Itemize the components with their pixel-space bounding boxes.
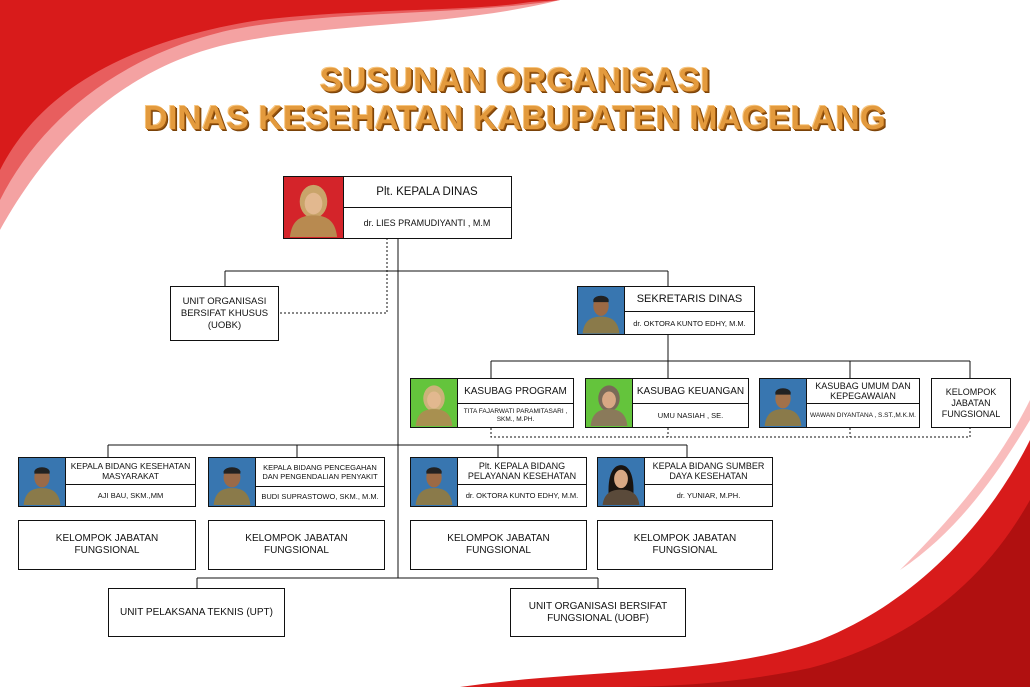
sekretaris-name: dr. OKTORA KUNTO EDHY, M.M. [633, 318, 746, 328]
male-photo-icon [411, 458, 457, 506]
male-photo-icon [209, 458, 255, 506]
subbag-umum-name: WAWAN DIYANTANA , S.ST.,M.K.M. [810, 412, 916, 419]
bidang-yankes-box [410, 457, 587, 507]
female-hijab-photo-icon [586, 379, 632, 427]
kelompok-sekretariat-box: KELOMPOK JABATAN FUNGSIONAL [931, 378, 1011, 428]
female-hijab-photo-icon [411, 379, 457, 427]
bidang-p2p-box [208, 457, 385, 507]
bidang-kesmas-title: KEPALA BIDANG KESEHATAN MASYARAKAT [70, 461, 191, 481]
subbag-keuangan-box [585, 378, 749, 428]
subbag-program-title: KASUBAG PROGRAM [464, 385, 567, 397]
male-photo-icon [760, 379, 806, 427]
subbag-keuangan-name: UMU NASIAH , SE. [657, 411, 724, 420]
bidang-yankes-title: Plt. KEPALA BIDANG PELAYANAN KESEHATAN [467, 461, 577, 481]
bidang-sdk-box [597, 457, 773, 507]
bidang-p2p-name: BUDI SUPRASTOWO, SKM., M.M. [261, 492, 379, 501]
subbag-program-box [410, 378, 574, 428]
male-photo-icon [19, 458, 65, 506]
bidang-yankes-name: dr. OKTORA KUNTO EDHY, M.M. [465, 491, 579, 500]
page-title-line-1: SUSUNAN ORGANISASI [319, 61, 711, 98]
kepala-dinas-box [283, 176, 512, 239]
kepala-dinas-name: dr. LIES PRAMUDIYANTI , M.M [363, 218, 491, 228]
uobf-box: UNIT ORGANISASI BERSIFAT FUNGSIONAL (UOBF) [510, 588, 686, 637]
bidang-sdk-name: dr. YUNIAR, M.PH. [676, 491, 741, 500]
male-photo-icon [578, 287, 624, 334]
bidang-kesmas-name: AJI BAU, SKM.,MM [97, 491, 164, 500]
kelompok-yankes-box: KELOMPOK JABATAN FUNGSIONAL [410, 520, 587, 570]
bidang-p2p-title: KEPALA BIDANG PENCEGAHAN DAN PENGENDALIAN PENYAKIT [262, 463, 378, 481]
page-title-line-2: DINAS KESEHATAN KABUPATEN MAGELANG [143, 99, 887, 136]
bidang-sdk-title: KEPALA BIDANG SUMBER DAYA KESEHATAN [652, 461, 765, 481]
upt-box: UNIT PELAKSANA TEKNIS (UPT) [108, 588, 285, 637]
female-hijab-photo-icon [284, 177, 343, 238]
sekretaris-dinas-box [577, 286, 755, 335]
subbag-keuangan-title: KASUBAG KEUANGAN [636, 385, 745, 397]
sekretaris-title: SEKRETARIS DINAS [636, 293, 743, 305]
subbag-umum-box [759, 378, 920, 428]
kelompok-kesmas-box: KELOMPOK JABATAN FUNGSIONAL [18, 520, 196, 570]
kepala-dinas-title: Plt. KEPALA DINAS [376, 186, 478, 198]
kelompok-p2p-box: KELOMPOK JABATAN FUNGSIONAL [208, 520, 385, 570]
bidang-kesmas-box [18, 457, 196, 507]
subbag-program-name: TITA FAJARWATI PARAMITASARI , SKM., M.PH. [463, 407, 568, 423]
subbag-umum-title: KASUBAG UMUM DAN KEPEGAWAIAN [815, 381, 911, 401]
female-photo-icon [598, 458, 644, 506]
kelompok-sdk-box: KELOMPOK JABATAN FUNGSIONAL [597, 520, 773, 570]
uobk-box: UNIT ORGANISASI BERSIFAT KHUSUS (UOBK) [170, 286, 279, 341]
